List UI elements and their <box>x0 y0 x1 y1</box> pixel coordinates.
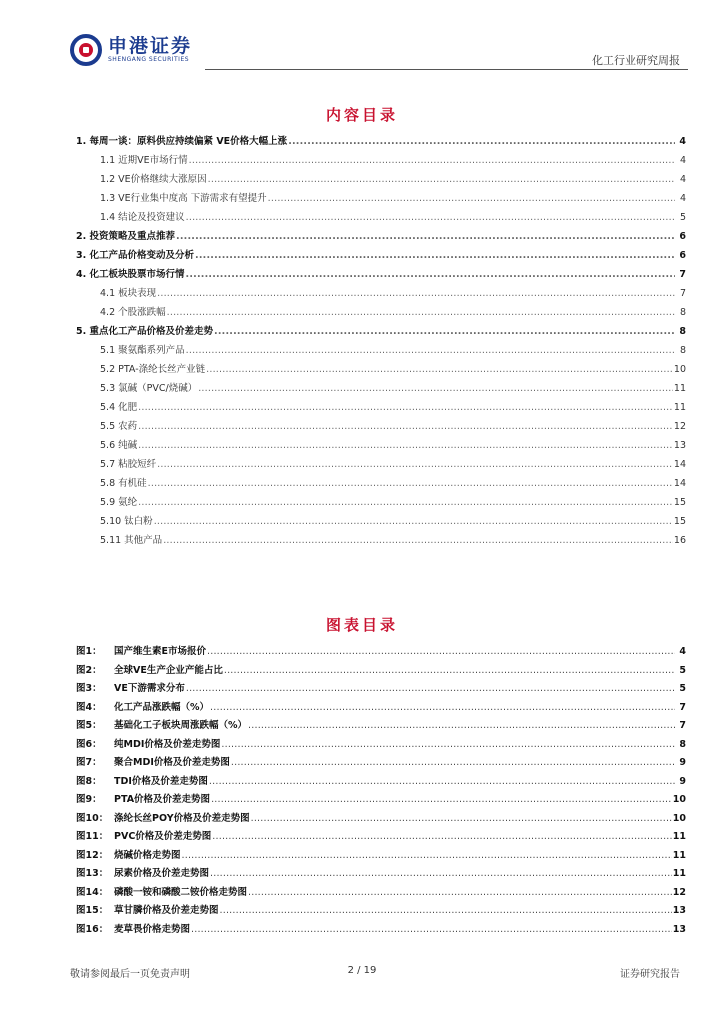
dot-leader <box>167 307 675 318</box>
toc-entry-label: 5.9 氨纶 <box>100 497 138 508</box>
dot-leader <box>220 905 672 916</box>
toc-entry-label: 5. 重点化工产品价格及价差走势 <box>76 326 214 337</box>
toc-entry[interactable] <box>76 209 686 228</box>
figure-entry-label: 烧碱价格走势图 <box>114 849 181 861</box>
dot-leader <box>212 831 671 842</box>
toc-entry[interactable] <box>76 399 686 418</box>
toc-entry-page: 7 <box>679 269 686 280</box>
table-of-contents <box>76 133 686 551</box>
page-number: 2 / 19 <box>347 965 377 976</box>
toc-entry-page: 14 <box>673 459 686 470</box>
figure-entry-label: 麦草畏价格走势图 <box>114 923 191 935</box>
figure-number: 图9： <box>76 794 102 805</box>
toc-entry[interactable] <box>76 304 686 323</box>
company-logo <box>70 34 192 66</box>
figure-entry[interactable] <box>76 884 686 903</box>
figure-entry[interactable] <box>76 865 686 884</box>
dot-leader <box>209 776 675 787</box>
dot-leader <box>138 440 673 451</box>
toc-entry-page: 7 <box>679 288 686 299</box>
figure-entry-page: 5 <box>679 683 686 694</box>
dot-leader <box>163 535 673 546</box>
report-type: 化工行业研究周报 <box>592 54 680 67</box>
figure-entry[interactable] <box>76 754 686 773</box>
figure-entry-label: 草甘膦价格及价差走势图 <box>114 905 219 916</box>
dot-leader <box>210 868 672 879</box>
toc-entry[interactable] <box>76 475 686 494</box>
figure-entry[interactable] <box>76 847 686 866</box>
toc-entry-label: 5.8 有机硅 <box>100 478 147 489</box>
footer-doc-type: 证券研究报告 <box>620 969 680 980</box>
dot-leader <box>138 421 673 432</box>
figure-entry-page: 10 <box>672 794 686 805</box>
toc-entry-page: 6 <box>679 250 686 261</box>
figure-entry-label: 纯MDI价格及价差走势图 <box>114 738 221 750</box>
toc-entry[interactable] <box>76 228 686 247</box>
figure-entry-page: 7 <box>679 720 686 731</box>
dot-leader <box>207 646 675 657</box>
toc-entry-page: 6 <box>679 231 686 242</box>
figure-entry-label: 涤纶长丝POY价格及价差走势图 <box>114 812 250 824</box>
toc-entry-label: 5.1 聚氨酯系列产品 <box>100 345 185 356</box>
dot-leader <box>154 516 673 527</box>
toc-entry[interactable] <box>76 380 686 399</box>
toc-entry-page: 4 <box>679 174 686 185</box>
figure-entry[interactable] <box>76 699 686 718</box>
figure-entry-label: 国产维生素E市场报价 <box>114 646 206 657</box>
toc-entry-page: 14 <box>673 478 686 489</box>
figure-number: 图11： <box>76 831 109 842</box>
header-divider <box>205 69 688 70</box>
toc-entry-label: 2. 投资策略及重点推荐 <box>76 231 176 242</box>
dot-leader <box>191 924 672 935</box>
figure-list-title: 图表目录 <box>325 616 398 634</box>
footer-disclaimer: 敬请参阅最后一页免责声明 <box>70 969 190 980</box>
figure-entry-label: PVC价格及价差走势图 <box>114 831 212 842</box>
toc-entry-label: 5.2 PTA-涤纶长丝产业链 <box>100 364 206 375</box>
figure-entry-label: TDI价格及价差走势图 <box>114 775 208 787</box>
toc-entry-page: 15 <box>673 497 686 508</box>
dot-leader <box>206 364 673 375</box>
toc-entry-label: 5.3 氯碱（PVC/烧碱） <box>100 383 198 394</box>
figure-entry-label: 尿素价格及价差走势图 <box>114 868 210 879</box>
dot-leader <box>195 250 675 261</box>
figure-entry[interactable] <box>76 662 686 681</box>
dot-leader <box>198 383 673 394</box>
toc-entry-label: 1.1 近期VE市场行情 <box>100 155 188 166</box>
dot-leader <box>248 887 672 898</box>
figure-entry-page: 5 <box>679 664 686 676</box>
figure-entry-page: 9 <box>679 775 686 787</box>
logo-english-name: SHENGANG SECURITIES <box>108 56 190 63</box>
list-of-figures <box>76 643 686 939</box>
figure-number: 图6： <box>76 738 102 750</box>
figure-entry-page: 4 <box>679 646 686 657</box>
toc-entry-label: 5.5 农药 <box>100 421 138 432</box>
toc-entry[interactable] <box>76 494 686 513</box>
figure-entry[interactable] <box>76 717 686 736</box>
figure-entry[interactable] <box>76 828 686 847</box>
figure-entry[interactable] <box>76 773 686 792</box>
toc-entry-label: 1.3 VE行业集中度高 下游需求有望提升 <box>100 193 267 204</box>
toc-entry-label: 1. 每周一谈：原料供应持续偏紧 VE价格大幅上涨 <box>76 136 288 147</box>
toc-entry-page: 13 <box>673 440 686 451</box>
dot-leader <box>148 478 673 489</box>
figure-number: 图10： <box>76 812 109 824</box>
toc-entry[interactable] <box>76 513 686 532</box>
dot-leader <box>208 174 675 185</box>
dot-leader <box>176 231 675 242</box>
figure-entry-page: 9 <box>679 757 686 768</box>
dot-leader <box>138 402 673 413</box>
dot-leader <box>221 739 675 750</box>
dot-leader <box>214 326 675 337</box>
figure-entry-label: 化工产品涨跌幅（%） <box>114 701 210 713</box>
dot-leader <box>186 683 675 694</box>
figure-entry-page: 11 <box>672 868 686 879</box>
figure-entry-page: 13 <box>672 905 686 916</box>
dot-leader <box>186 212 675 223</box>
figure-entry-page: 11 <box>672 831 686 842</box>
dot-leader <box>231 757 675 768</box>
figure-number: 图5： <box>76 720 102 731</box>
figure-entry[interactable] <box>76 643 686 662</box>
toc-entry[interactable] <box>76 361 686 380</box>
toc-entry-label: 4.2 个股涨跌幅 <box>100 307 166 318</box>
dot-leader <box>157 459 673 470</box>
toc-entry-page: 12 <box>673 421 686 432</box>
toc-entry-label: 5.7 粘胶短纤 <box>100 459 157 470</box>
figure-number: 图14： <box>76 886 109 898</box>
toc-entry-label: 3. 化工产品价格变动及分析 <box>76 250 195 261</box>
toc-entry[interactable] <box>76 171 686 190</box>
figure-entry-label: 聚合MDI价格及价差走势图 <box>114 757 230 768</box>
toc-entry[interactable] <box>76 456 686 475</box>
figure-number: 图4： <box>76 701 102 713</box>
dot-leader <box>157 288 675 299</box>
dot-leader <box>251 813 672 824</box>
figure-entry-label: PTA价格及价差走势图 <box>114 794 211 805</box>
figure-entry-label: 全球VE生产企业产能占比 <box>114 664 223 676</box>
figure-entry-label: 磷酸一铵和磷酸二铵价格走势图 <box>114 886 248 898</box>
figure-number: 图16： <box>76 923 109 935</box>
figure-entry[interactable] <box>76 736 686 755</box>
figure-number: 图13： <box>76 868 109 879</box>
toc-entry[interactable] <box>76 133 686 152</box>
toc-entry-page: 10 <box>673 364 686 375</box>
dot-leader <box>138 497 673 508</box>
figure-entry[interactable] <box>76 902 686 921</box>
figure-entry[interactable] <box>76 791 686 810</box>
logo-icon <box>70 34 102 66</box>
toc-entry[interactable] <box>76 285 686 304</box>
figure-entry-page: 12 <box>672 886 686 898</box>
toc-title: 内容目录 <box>325 106 398 124</box>
dot-leader <box>210 702 675 713</box>
figure-number: 图1： <box>76 646 102 657</box>
figure-number: 图7： <box>76 757 102 768</box>
figure-number: 图15： <box>76 905 109 916</box>
toc-entry-page: 11 <box>673 383 686 394</box>
toc-entry[interactable] <box>76 190 686 209</box>
toc-entry-page: 4 <box>679 136 686 147</box>
toc-entry[interactable] <box>76 323 686 342</box>
figure-number: 图2： <box>76 664 102 676</box>
toc-entry-page: 8 <box>679 326 686 337</box>
dot-leader <box>211 794 672 805</box>
toc-entry-page: 8 <box>679 345 686 356</box>
toc-entry[interactable] <box>76 418 686 437</box>
page-header <box>0 0 724 72</box>
dot-leader <box>186 269 675 280</box>
toc-entry-label: 1.4 结论及投资建议 <box>100 212 185 223</box>
toc-entry[interactable] <box>76 247 686 266</box>
toc-entry-label: 5.11 其他产品 <box>100 535 163 546</box>
toc-entry-page: 16 <box>673 535 686 546</box>
toc-entry-label: 4.1 板块表现 <box>100 288 157 299</box>
toc-entry-label: 4. 化工板块股票市场行情 <box>76 269 185 280</box>
figure-number: 图3： <box>76 683 102 694</box>
toc-entry-label: 1.2 VE价格继续大涨原因 <box>100 174 207 185</box>
toc-entry[interactable] <box>76 532 686 551</box>
toc-entry[interactable] <box>76 437 686 456</box>
toc-entry-page: 15 <box>673 516 686 527</box>
toc-entry-page: 5 <box>679 212 686 223</box>
dot-leader <box>189 155 675 166</box>
toc-entry-page: 4 <box>679 193 686 204</box>
figure-entry-page: 10 <box>672 812 686 824</box>
dot-leader <box>186 345 675 356</box>
figure-entry[interactable] <box>76 680 686 699</box>
toc-entry-page: 11 <box>673 402 686 413</box>
figure-number: 图8： <box>76 775 102 787</box>
toc-entry-label: 5.4 化肥 <box>100 402 138 413</box>
dot-leader <box>182 850 672 861</box>
figure-entry[interactable] <box>76 810 686 829</box>
figure-entry-label: VE下游需求分布 <box>114 683 185 694</box>
dot-leader <box>248 720 675 731</box>
toc-entry[interactable] <box>76 342 686 361</box>
toc-entry[interactable] <box>76 152 686 171</box>
figure-entry[interactable] <box>76 921 686 940</box>
figure-number: 图12： <box>76 849 109 861</box>
figure-entry-page: 7 <box>679 701 686 713</box>
figure-entry-page: 13 <box>672 923 686 935</box>
toc-entry-label: 5.6 纯碱 <box>100 440 138 451</box>
figure-entry-page: 11 <box>672 849 686 861</box>
figure-entry-label: 基础化工子板块周涨跌幅（%） <box>114 720 248 731</box>
dot-leader <box>268 193 675 204</box>
logo-chinese-name: 申港证券 <box>108 35 193 57</box>
toc-entry[interactable] <box>76 266 686 285</box>
dot-leader <box>224 665 675 676</box>
toc-entry-page: 8 <box>679 307 686 318</box>
toc-entry-page: 4 <box>679 155 686 166</box>
dot-leader <box>288 136 675 147</box>
figure-entry-page: 8 <box>679 738 686 750</box>
toc-entry-label: 5.10 钛白粉 <box>100 516 153 527</box>
